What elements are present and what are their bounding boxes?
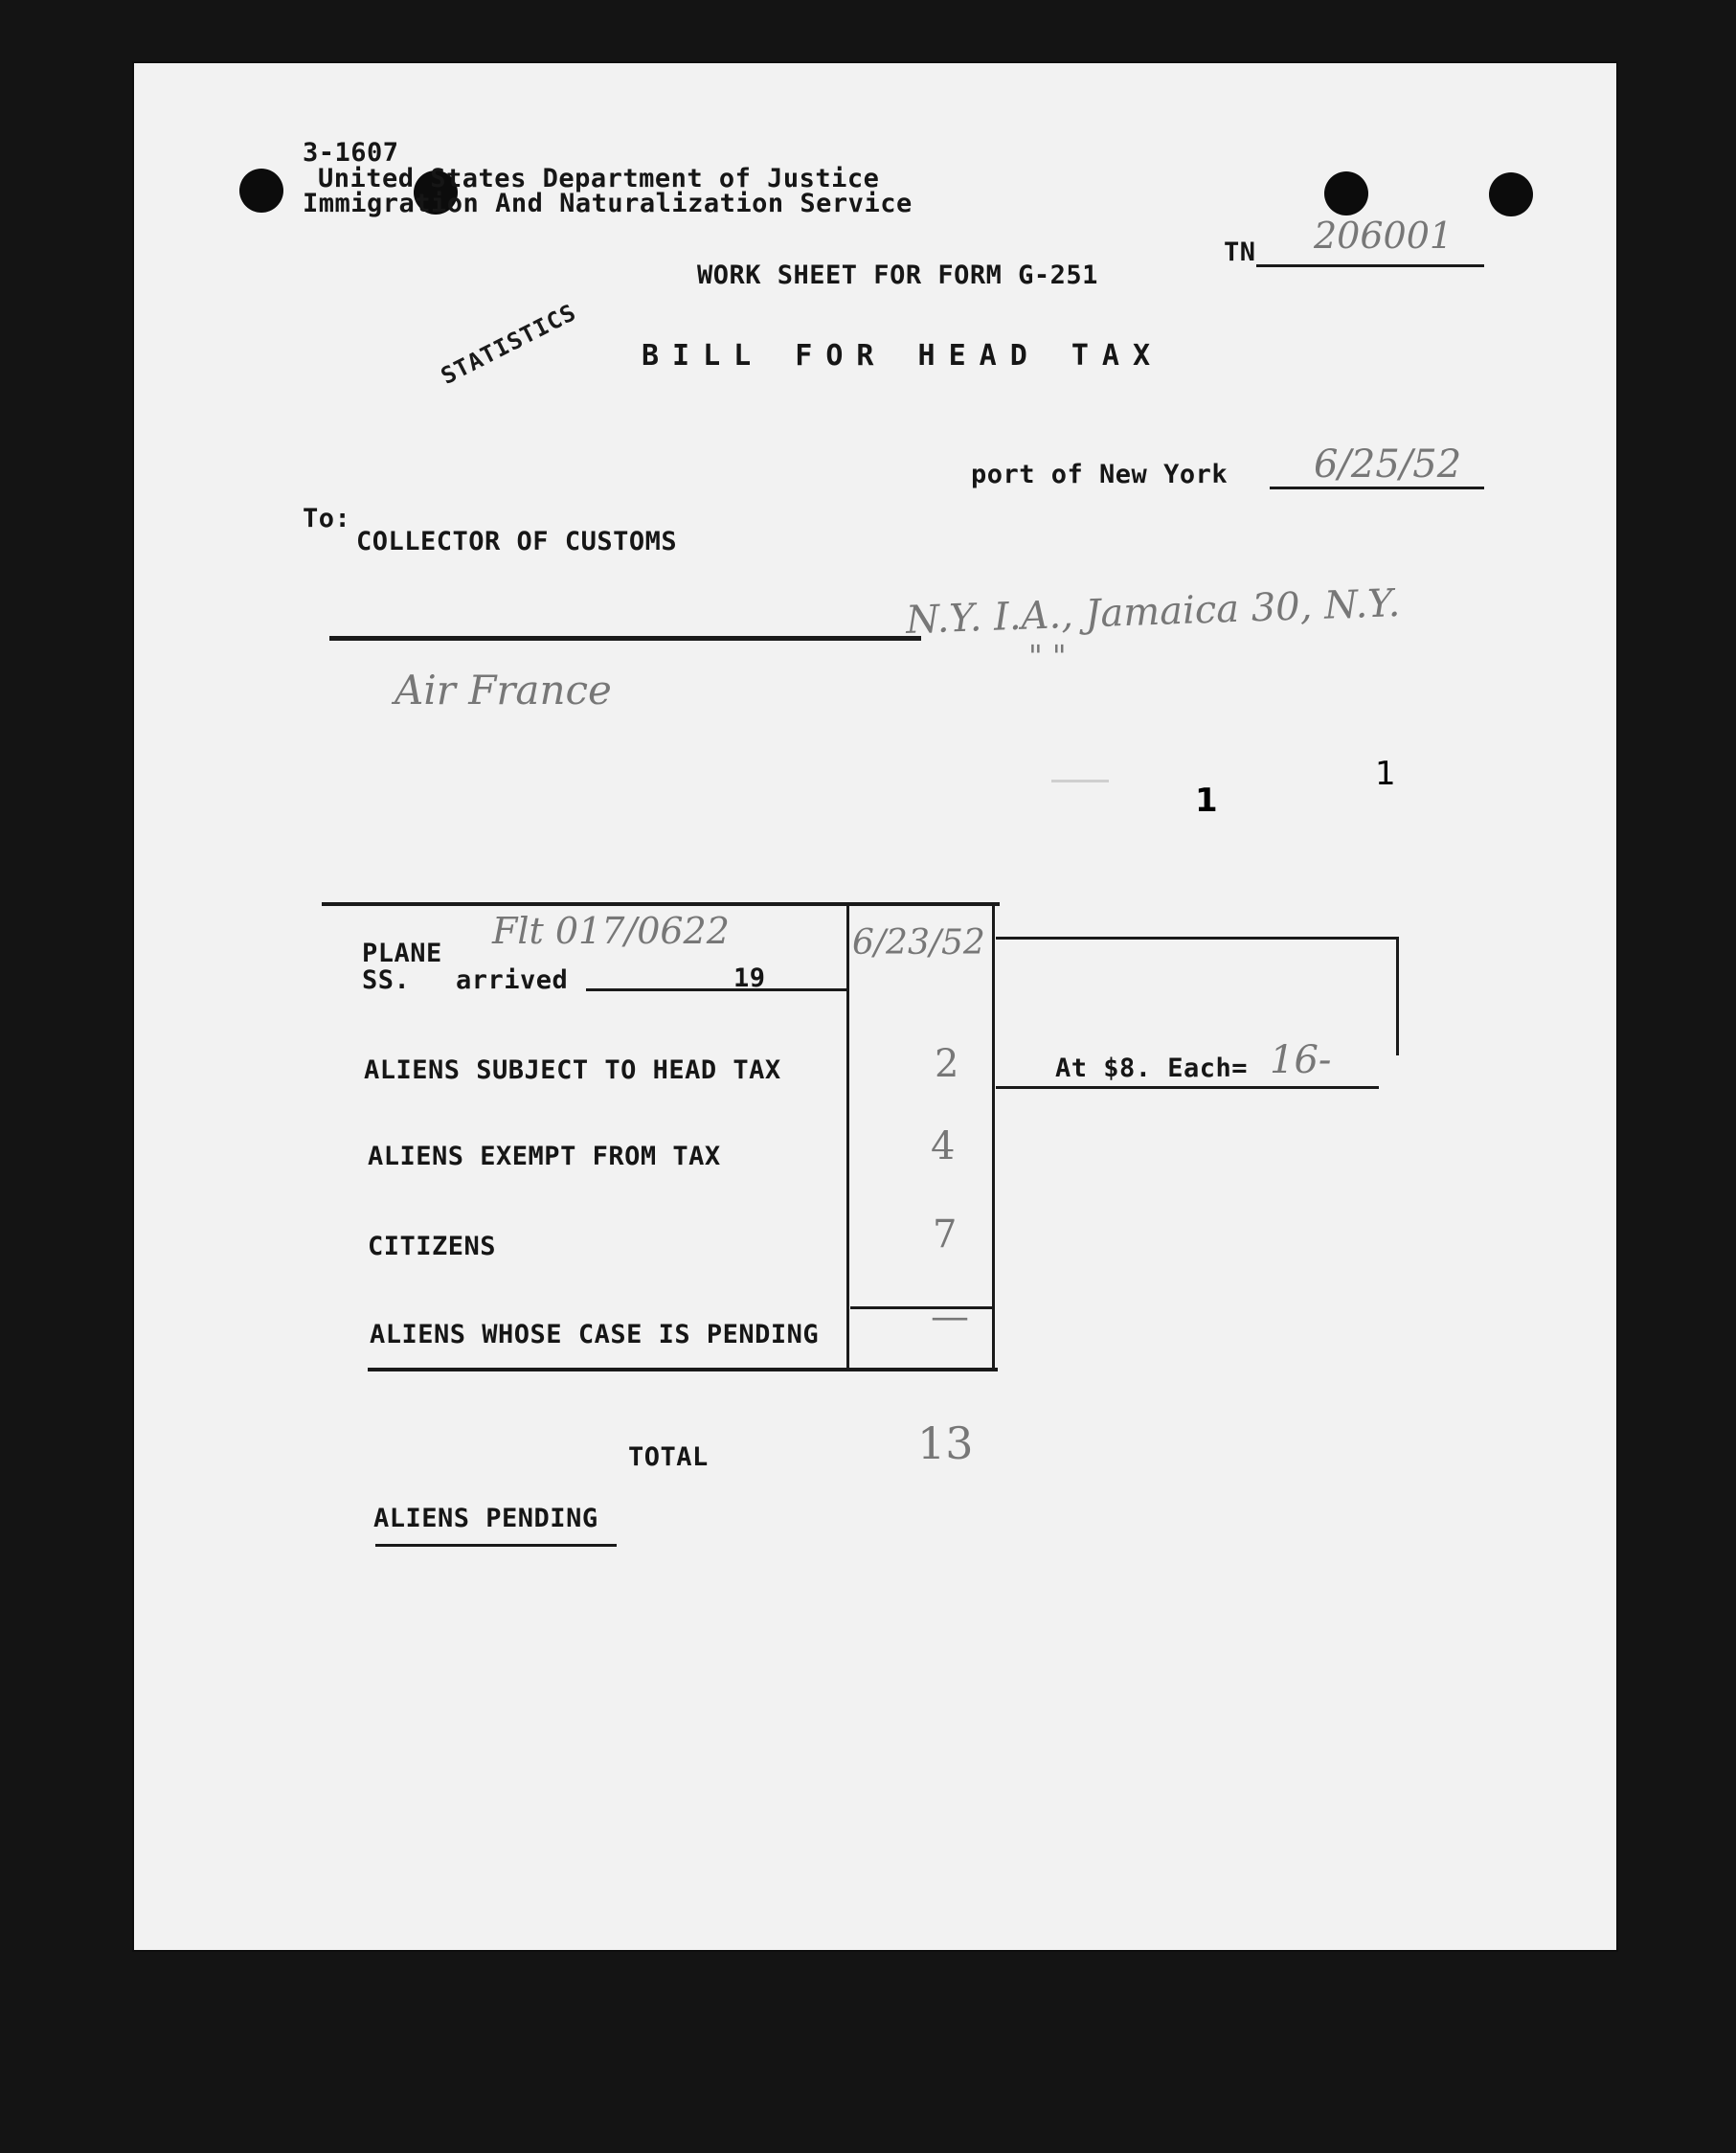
row-citizens-value: 7 [933,1212,958,1257]
punch-hole-icon [1324,171,1368,215]
tn-label: TN [1224,238,1256,267]
page-mark-right: 1 [1375,755,1396,793]
arrived-label: arrived [456,965,569,995]
table-top-rule [322,902,1000,906]
tn-value: 206001 [1314,215,1454,257]
work-sheet-title: WORK SHEET FOR FORM G-251 [697,261,1098,290]
to-label: To: [303,504,351,533]
ditto-marks: " " [1028,638,1067,674]
table-divider-left [846,904,849,1371]
form-number: 3-1607 [303,138,399,168]
total-value: 13 [917,1417,974,1469]
row-exempt-label: ALIENS EXEMPT FROM TAX [368,1142,721,1171]
row-subject-label: ALIENS SUBJECT TO HEAD TAX [364,1055,781,1085]
rate-label: At $8. Each= [1055,1054,1249,1083]
total-box-top [850,1306,994,1309]
punch-hole-icon [1489,172,1533,216]
year-prefix: 19 [733,963,766,993]
rate-amount: 16- [1270,1038,1332,1082]
page-mark-left: 1 [1195,782,1218,820]
statistics-stamp: STATISTICS [437,298,581,390]
punch-hole-icon [239,169,283,213]
row-subject-value: 2 [935,1042,959,1086]
agency-line-2: Immigration And Naturalization Service [303,189,913,218]
row-citizens-label: CITIZENS [368,1232,497,1261]
ss-label: SS. [362,965,411,995]
port-date: 6/25/52 [1314,442,1462,487]
total-label: TOTAL [628,1442,709,1472]
table-divider-right [992,904,995,1368]
table-bottom-rule [368,1368,998,1371]
port-label: port of New York [971,460,1229,489]
document-page [134,63,1616,1950]
address-handwritten: N.Y. I.A., Jamaica 30, N.Y. [905,581,1401,643]
bill-title: BILL FOR HEAD TAX [642,339,1164,373]
port-date-underline [1270,487,1484,489]
recipient: COLLECTOR OF CUSTOMS [356,527,678,556]
arrival-date: 6/23/52 [852,923,985,963]
tn-underline [1256,264,1484,267]
row-pending-value: — [931,1295,969,1339]
faint-mark [1051,780,1109,782]
arrived-underline [586,988,846,991]
aliens-pending-underline [375,1544,617,1547]
rate-underline [996,1086,1379,1089]
aliens-pending-label: ALIENS PENDING [373,1504,598,1533]
address-underline [329,636,921,641]
plane-value: Flt 017/0622 [492,910,730,952]
rate-box-side [1396,937,1399,1055]
agency-line-1: United States Department of Justice [318,164,880,193]
plane-label: PLANE [362,939,442,968]
row-pending-label: ALIENS WHOSE CASE IS PENDING [370,1320,820,1349]
rate-box-top [996,937,1398,940]
carrier-handwritten: Air France [395,667,612,714]
row-exempt-value: 4 [931,1124,956,1168]
